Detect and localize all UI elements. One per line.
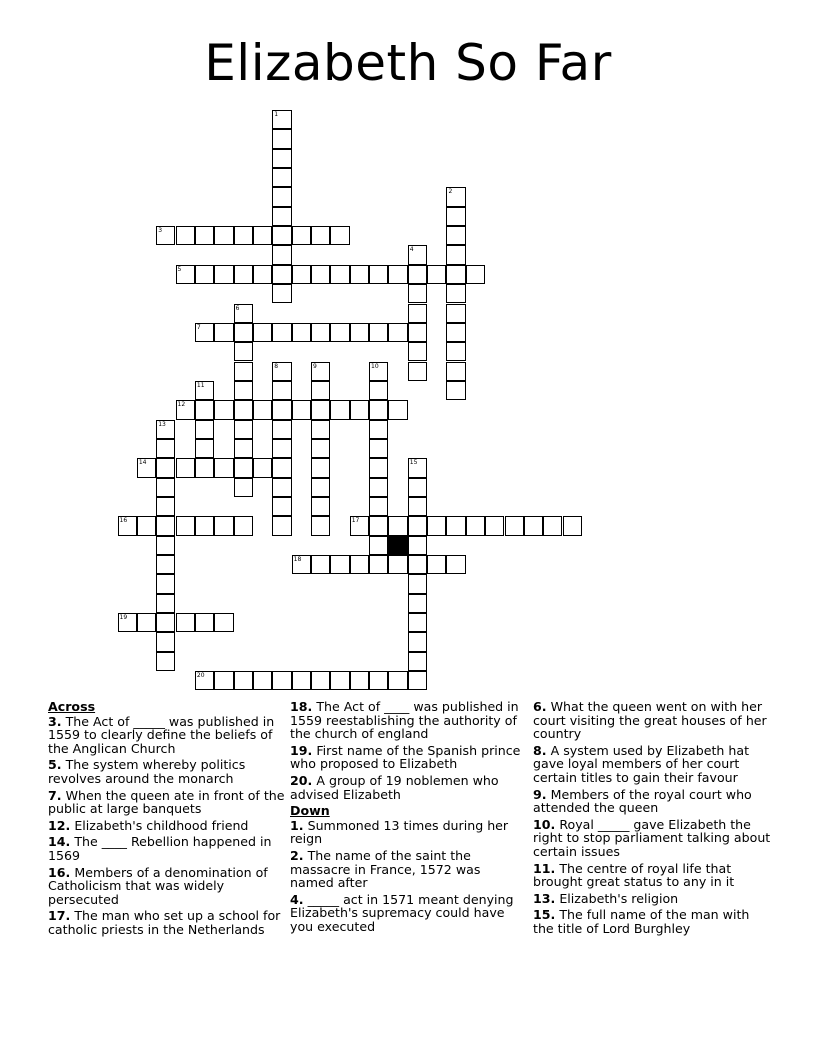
grid-cell[interactable]: [272, 129, 291, 148]
grid-cell[interactable]: [176, 458, 195, 477]
clue-number: 15: [409, 459, 418, 467]
grid-cell[interactable]: [292, 323, 311, 342]
grid-cell[interactable]: [446, 304, 465, 323]
down-clue-15: 15. The full name of the man with the title of Lord Burghley: [533, 907, 750, 936]
grid-cell[interactable]: [272, 362, 291, 381]
down-clue-9: 9. Members of the royal court who attended the queen: [533, 786, 752, 816]
grid-cell[interactable]: [195, 439, 214, 458]
grid-cell[interactable]: [176, 400, 195, 419]
grid-cell[interactable]: [311, 420, 330, 439]
grid-cell[interactable]: [311, 478, 330, 497]
grid-cell[interactable]: [408, 304, 427, 323]
grid-cell[interactable]: [156, 555, 175, 574]
clue-number: 10: [371, 362, 379, 370]
grid-cell[interactable]: [195, 420, 214, 439]
grid-cell[interactable]: [330, 671, 349, 690]
grid-cell[interactable]: [272, 245, 291, 264]
clues-column-2: [290, 700, 528, 937]
grid-cell[interactable]: [388, 516, 407, 535]
grid-cell[interactable]: [156, 458, 175, 477]
grid-cell[interactable]: [330, 555, 349, 574]
grid-cell[interactable]: [272, 516, 291, 535]
grid-cell[interactable]: [369, 478, 388, 497]
grid-cell[interactable]: [446, 362, 465, 381]
grid-cell[interactable]: [272, 458, 291, 477]
grid-cell[interactable]: [408, 265, 427, 284]
grid-cell[interactable]: [446, 265, 465, 284]
grid-cell[interactable]: [234, 342, 253, 361]
grid-cell[interactable]: [369, 400, 388, 419]
grid-cell[interactable]: [446, 284, 465, 303]
across-clue-7: 7. When the queen ate in front of the public at large banquets: [48, 787, 285, 817]
grid-cell[interactable]: [369, 516, 388, 535]
grid-cell[interactable]: [408, 574, 427, 593]
grid-cell[interactable]: [408, 613, 427, 632]
clue-number: 1: [274, 111, 279, 118]
grid-cell[interactable]: [234, 304, 253, 323]
grid-cell[interactable]: [272, 284, 291, 303]
grid-cell[interactable]: [563, 516, 582, 535]
grid-cell[interactable]: [369, 381, 388, 400]
grid-cell[interactable]: [272, 207, 291, 226]
grid-cell[interactable]: [408, 594, 427, 613]
grid-cell[interactable]: [466, 516, 485, 535]
clue-number: 3: [158, 227, 163, 235]
grid-cell[interactable]: [156, 516, 175, 535]
grid-cell[interactable]: [388, 400, 407, 419]
grid-cell[interactable]: [446, 381, 465, 400]
grid-cell[interactable]: [176, 516, 195, 535]
clue-number: 20: [196, 672, 205, 680]
clue-number: 17: [351, 517, 360, 525]
clue-number: 2: [448, 188, 453, 196]
grid-cell[interactable]: [408, 362, 427, 381]
grid-cell[interactable]: [234, 439, 253, 458]
grid-cell[interactable]: [311, 439, 330, 458]
grid-cell[interactable]: [176, 613, 195, 632]
down-clue-8: 8. A system used by Elizabeth hat gave loyal members of her court certain titles to gain their favour: [533, 742, 750, 785]
grid-cell[interactable]: [350, 265, 369, 284]
grid-cell[interactable]: [543, 516, 562, 535]
grid-cell[interactable]: [388, 555, 407, 574]
grid-cell[interactable]: [195, 516, 214, 535]
grid-cell[interactable]: [214, 613, 233, 632]
across-clue-3: 3. The Act of _____ was published in 1559 to clearly define the beliefs of the Anglican Church: [48, 713, 275, 756]
grid-cell[interactable]: [234, 362, 253, 381]
clue-number: 7: [196, 323, 201, 331]
grid-cell[interactable]: [272, 187, 291, 206]
grid-cell[interactable]: [311, 458, 330, 477]
grid-cell[interactable]: [292, 555, 311, 574]
grid-cell[interactable]: [156, 613, 175, 632]
grid-cell[interactable]: [311, 516, 330, 535]
grid-cell[interactable]: [408, 323, 427, 342]
grid-cell[interactable]: [408, 497, 427, 516]
grid-cell[interactable]: [272, 420, 291, 439]
grid-cell[interactable]: [234, 420, 253, 439]
across-clue-5: 5. The system whereby politics revolves around the monarch: [48, 757, 246, 786]
grid-cell[interactable]: [408, 478, 427, 497]
down-clue-10: 10. Royal _____ gave Elizabeth the right to stop parliament talking about certain issues: [533, 816, 771, 859]
grid-cell[interactable]: [311, 381, 330, 400]
grid-cell[interactable]: [369, 323, 388, 342]
clue-number: 14: [138, 459, 147, 467]
grid-cell[interactable]: [234, 458, 253, 477]
grid-cell[interactable]: [272, 323, 291, 342]
clues-column-1: [48, 700, 286, 940]
grid-cell[interactable]: [311, 400, 330, 419]
grid-cell[interactable]: [156, 652, 175, 671]
grid-cell[interactable]: [214, 323, 233, 342]
grid-cell[interactable]: [272, 265, 291, 284]
grid-cell[interactable]: [446, 555, 465, 574]
clue-number: 5: [177, 265, 182, 273]
grid-cell[interactable]: [176, 226, 195, 245]
down-clue-2: 2. The name of the saint the massacre in France, 1572 was named after: [290, 847, 481, 891]
grid-cell[interactable]: [176, 265, 195, 284]
grid-cell[interactable]: [369, 497, 388, 516]
grid-cell[interactable]: [408, 555, 427, 574]
grid-cell[interactable]: [408, 671, 427, 690]
grid-cell[interactable]: [311, 497, 330, 516]
grid-cell[interactable]: [272, 400, 291, 419]
grid-cell[interactable]: [408, 284, 427, 303]
grid-cell[interactable]: [311, 555, 330, 574]
grid-cell[interactable]: [292, 400, 311, 419]
grid-cell[interactable]: [311, 226, 330, 245]
grid-cell[interactable]: [330, 323, 349, 342]
grid-cell[interactable]: [156, 574, 175, 593]
grid-cell[interactable]: [195, 323, 214, 342]
grid-cell[interactable]: [272, 110, 291, 129]
grid-cell[interactable]: [214, 671, 233, 690]
grid-cell[interactable]: [214, 226, 233, 245]
down-heading: Down: [290, 803, 330, 819]
grid-cell[interactable]: [311, 323, 330, 342]
grid-cell[interactable]: [195, 226, 214, 245]
grid-cell[interactable]: [214, 265, 233, 284]
grid-cell[interactable]: [369, 420, 388, 439]
grid-cell[interactable]: [234, 671, 253, 690]
grid-cell[interactable]: [350, 516, 369, 535]
down-clue-13: 13. Elizabeth's religion: [533, 890, 679, 906]
grid-cell[interactable]: [195, 671, 214, 690]
grid-cell[interactable]: [214, 458, 233, 477]
grid-cell[interactable]: [408, 458, 427, 477]
clue-number: 12: [177, 401, 186, 409]
grid-cell[interactable]: [272, 149, 291, 168]
grid-cell[interactable]: [137, 516, 156, 535]
across-clue-17: 17. The man who set up a school for catholic priests in the Netherlands: [48, 908, 281, 937]
grid-cell[interactable]: [253, 226, 272, 245]
grid-cell[interactable]: [330, 226, 349, 245]
grid-cell[interactable]: [156, 497, 175, 516]
grid-cell[interactable]: [156, 478, 175, 497]
clue-number: 6: [235, 304, 240, 312]
grid-cell[interactable]: [446, 245, 465, 264]
across-clue-20: 20. A group of 19 noblemen who advised Elizabeth: [290, 772, 499, 802]
grid-cell[interactable]: [234, 478, 253, 497]
grid-cell[interactable]: [272, 168, 291, 187]
grid-cell[interactable]: [272, 381, 291, 400]
grid-cell[interactable]: [253, 458, 272, 477]
grid-cell[interactable]: [195, 613, 214, 632]
across-clue-12: 12. Elizabeth's childhood friend: [48, 817, 249, 833]
grid-cell[interactable]: [137, 613, 156, 632]
grid-cell[interactable]: [408, 342, 427, 361]
down-clue-4: 4. _____ act in 1571 meant denying Elizabeth's supremacy could have you executed: [290, 891, 514, 934]
grid-cell[interactable]: [427, 265, 446, 284]
grid-cell[interactable]: [292, 671, 311, 690]
across-clue-19: 19. First name of the Spanish prince who proposed to Elizabeth: [290, 742, 521, 772]
grid-cell[interactable]: [330, 265, 349, 284]
grid-cell[interactable]: [311, 265, 330, 284]
grid-cell[interactable]: [195, 265, 214, 284]
across-clue-14: 14. The ____ Rebellion happened in 1569: [48, 834, 272, 863]
grid-cell[interactable]: [234, 226, 253, 245]
grid-cell[interactable]: [388, 265, 407, 284]
grid-cell[interactable]: [253, 265, 272, 284]
grid-cell[interactable]: [253, 400, 272, 419]
grid-cell[interactable]: [156, 226, 175, 245]
grid-cell[interactable]: [214, 400, 233, 419]
down-clue-6: 6. What the queen went on with her court visiting the great houses of her country: [533, 699, 767, 742]
grid-cell[interactable]: [234, 400, 253, 419]
grid-cell[interactable]: [446, 516, 465, 535]
grid-cell[interactable]: [234, 516, 253, 535]
grid-cell[interactable]: [408, 536, 427, 555]
grid-cell[interactable]: [466, 265, 485, 284]
grid-cell[interactable]: [350, 323, 369, 342]
down-clue-11: 11. The centre of royal life that brought great status to any in it: [533, 860, 735, 890]
grid-cell[interactable]: [369, 458, 388, 477]
grid-cell[interactable]: [369, 362, 388, 381]
clue-number: 16: [119, 517, 128, 525]
grid-cell[interactable]: [446, 226, 465, 245]
grid-cell[interactable]: [234, 323, 253, 342]
grid-cell[interactable]: [446, 187, 465, 206]
grid-cell[interactable]: [137, 458, 156, 477]
grid-cell[interactable]: [408, 245, 427, 264]
grid-cell[interactable]: [234, 381, 253, 400]
grid-cell[interactable]: [292, 226, 311, 245]
grid-cell[interactable]: [156, 632, 175, 651]
grid-cell[interactable]: [524, 516, 543, 535]
grid-cell[interactable]: [350, 400, 369, 419]
grid-cell[interactable]: [156, 439, 175, 458]
grid-cell[interactable]: [272, 478, 291, 497]
grid-cell[interactable]: [369, 555, 388, 574]
grid-cell[interactable]: [350, 555, 369, 574]
across-heading: Across: [48, 699, 96, 714]
clue-number: 13: [158, 420, 166, 428]
clue-number: 4: [409, 246, 414, 254]
grid-cell[interactable]: [369, 439, 388, 458]
grid-cell[interactable]: [369, 536, 388, 555]
black-square: [388, 536, 407, 555]
grid-cell[interactable]: [446, 323, 465, 342]
clue-number: 9: [313, 362, 317, 370]
grid-cell[interactable]: [272, 497, 291, 516]
grid-cell[interactable]: [272, 226, 291, 245]
across-clue-16: 16. Members of a denomination of Catholicism that was widely persecuted: [48, 864, 268, 907]
down-clue-1: 1. Summoned 13 times during her reign: [290, 817, 509, 847]
grid-cell[interactable]: [156, 420, 175, 439]
grid-cell[interactable]: [156, 594, 175, 613]
grid-cell[interactable]: [195, 381, 214, 400]
grid-cell[interactable]: [369, 265, 388, 284]
grid-cell[interactable]: [330, 400, 349, 419]
grid-cell[interactable]: [427, 516, 446, 535]
grid-cell[interactable]: [118, 613, 137, 632]
grid-cell[interactable]: [292, 265, 311, 284]
grid-cell[interactable]: [388, 323, 407, 342]
grid-cell[interactable]: [388, 671, 407, 690]
grid-cell[interactable]: [272, 439, 291, 458]
grid-cell[interactable]: [195, 458, 214, 477]
grid-cell[interactable]: [485, 516, 504, 535]
grid-cell[interactable]: [408, 652, 427, 671]
grid-cell[interactable]: [311, 362, 330, 381]
grid-cell[interactable]: [505, 516, 524, 535]
clue-number: 18: [293, 556, 302, 564]
grid-cell[interactable]: [272, 671, 291, 690]
grid-cell[interactable]: [369, 671, 388, 690]
across-clue-18: 18. The Act of ____ was published in 1559 reestablishing the authority of the church of england: [290, 699, 519, 742]
grid-cell[interactable]: [253, 323, 272, 342]
grid-cell[interactable]: [195, 400, 214, 419]
grid-cell[interactable]: [214, 516, 233, 535]
grid-cell[interactable]: [156, 536, 175, 555]
grid-cell[interactable]: [350, 671, 369, 690]
grid-cell[interactable]: [446, 342, 465, 361]
puzzle-title: Elizabeth So Far: [204, 34, 612, 92]
clues-column-3: [533, 700, 771, 939]
clue-number: 11: [196, 381, 205, 389]
clue-number: 8: [274, 362, 279, 370]
grid-cell[interactable]: [427, 555, 446, 574]
grid-cell[interactable]: [253, 671, 272, 690]
grid-cell[interactable]: [234, 265, 253, 284]
grid-cell[interactable]: [446, 207, 465, 226]
clue-number: 19: [119, 614, 128, 622]
grid-cell[interactable]: [118, 516, 137, 535]
grid-cell[interactable]: [311, 671, 330, 690]
grid-cell[interactable]: [408, 516, 427, 535]
grid-cell[interactable]: [408, 632, 427, 651]
